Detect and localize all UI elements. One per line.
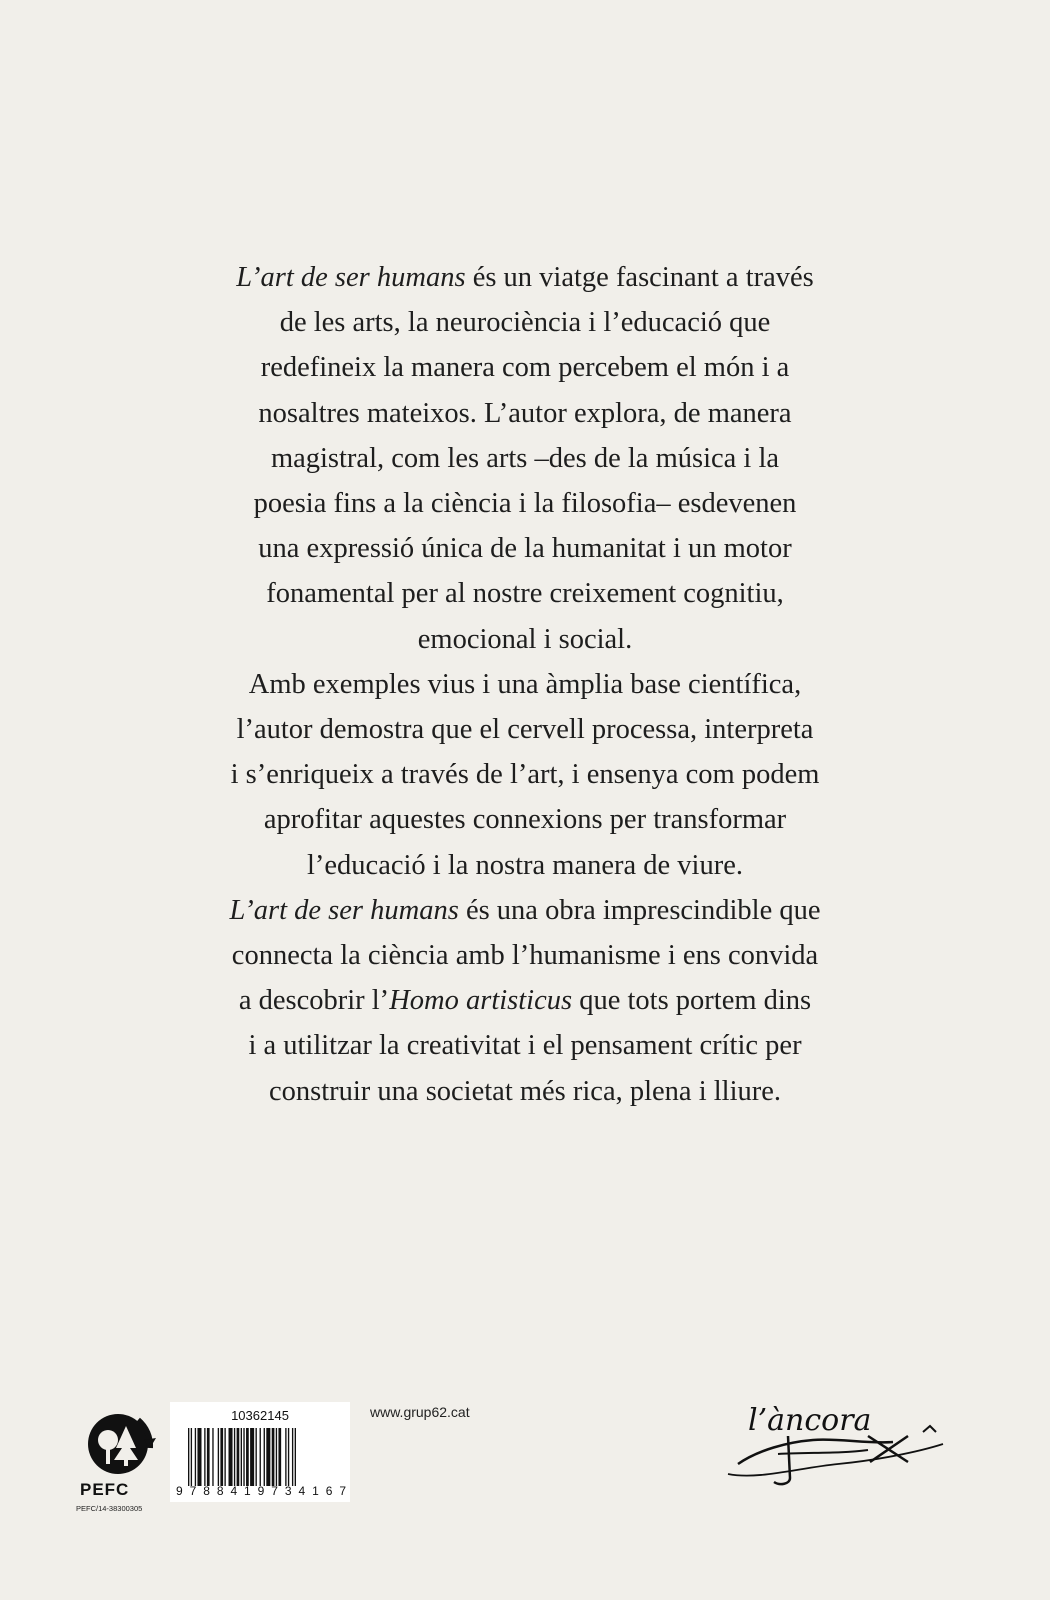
blurb-line: [150, 526, 900, 571]
blurb-text: nosaltres mateixos. L’autor explora, de manera: [258, 397, 792, 429]
blurb-line: [150, 797, 900, 842]
publisher-logo: [718, 1392, 958, 1492]
blurb-line: [150, 707, 900, 752]
barcode-digit: 9: [257, 1484, 265, 1498]
blurb-line: [150, 571, 900, 616]
blurb-text: i s’enriqueix a través de l’art, i ensenya com podem: [230, 759, 820, 791]
blurb-text: magistral, com les arts –des de la música i la: [270, 442, 780, 474]
blurb-line: [150, 345, 900, 390]
blurb-text: de les arts, la neurociència i l’educació que: [279, 307, 771, 339]
blurb-text: emocional i social.: [417, 623, 633, 655]
barcode-top-number: 10362145: [231, 1408, 289, 1423]
barcode-digit: 6: [325, 1484, 333, 1498]
blurb-text: fonamental per al nostre creixement cognitiu,: [266, 578, 784, 610]
blurb-text: l’educació i la nostra manera de viure.: [306, 849, 743, 881]
blurb-line: [150, 617, 900, 662]
blurb-text: a descobrir l’: [238, 985, 390, 1017]
barcode-digit: 8: [203, 1484, 210, 1498]
blurb-text: que tots portem dins: [572, 985, 812, 1017]
blurb-line: [150, 933, 900, 978]
publisher-logo-text: l’àncora: [748, 1403, 872, 1438]
barcode-digit: 7: [339, 1484, 346, 1498]
blurb-line: [150, 978, 900, 1023]
blurb-text: poesia fins a la ciència i la filosofia– esdevenen: [253, 488, 797, 520]
blurb-line: [150, 888, 900, 933]
blurb-text: és un viatge fascinant a través: [465, 262, 814, 293]
barcode-digit: 1: [312, 1484, 319, 1498]
blurb-text: i a utilitzar la creativitat i el pensament crític per: [248, 1030, 802, 1062]
blurb-text: és una obra imprescindible que: [458, 894, 821, 926]
barcode-digit: 3: [284, 1484, 292, 1498]
blurb-text: aprofitar aquestes connexions per transformar: [263, 804, 787, 836]
blurb-italic-text: L’art de ser humans: [229, 894, 459, 926]
publisher-signature-logo: [718, 1392, 958, 1492]
blurb-line: [150, 1023, 900, 1068]
barcode-digit: 4: [298, 1484, 306, 1498]
barcode-digit: 4: [230, 1484, 238, 1498]
blurb-line: [150, 662, 900, 707]
publisher-website: www.grup62.cat: [370, 1404, 470, 1420]
back-cover-blurb: [150, 255, 900, 1114]
pefc-certification: [76, 1408, 168, 1520]
pefc-tree-icon: [80, 1408, 160, 1480]
blurb-line: [150, 391, 900, 436]
blurb-text: construir una societat més rica, plena i lliure.: [268, 1075, 782, 1107]
isbn-barcode: [170, 1402, 350, 1502]
blurb-italic-text: Homo artisticus: [389, 985, 573, 1017]
blurb-line: [150, 1069, 900, 1114]
blurb-line: [150, 436, 900, 481]
blurb-line: [150, 752, 900, 797]
blurb-italic-text: L’art de ser humans: [236, 262, 466, 293]
blurb-line: [150, 843, 900, 888]
barcode-digits: [176, 1484, 346, 1498]
blurb-text: redefineix la manera com percebem el món i a: [260, 352, 790, 384]
pefc-label: PEFC: [80, 1480, 130, 1499]
barcode-bars: [188, 1428, 338, 1486]
barcode-digit: 9: [176, 1484, 183, 1498]
blurb-text: Amb exemples vius i una àmplia base científica,: [248, 668, 802, 700]
blurb-line: [150, 481, 900, 526]
barcode-digit: 8: [216, 1484, 224, 1498]
blurb-line: [150, 300, 900, 345]
blurb-line: [150, 255, 900, 300]
blurb-text: una expressió única de la humanitat i un motor: [258, 533, 792, 565]
barcode-digit: 7: [271, 1484, 278, 1498]
barcode-digit: 1: [244, 1484, 251, 1498]
barcode-digit: 7: [189, 1484, 197, 1498]
pefc-code: PEFC/14-38300305: [76, 1504, 143, 1513]
blurb-text: l’autor demostra que el cervell processa, interpreta: [236, 714, 814, 746]
blurb-text: connecta la ciència amb l’humanisme i ens convida: [231, 940, 819, 972]
